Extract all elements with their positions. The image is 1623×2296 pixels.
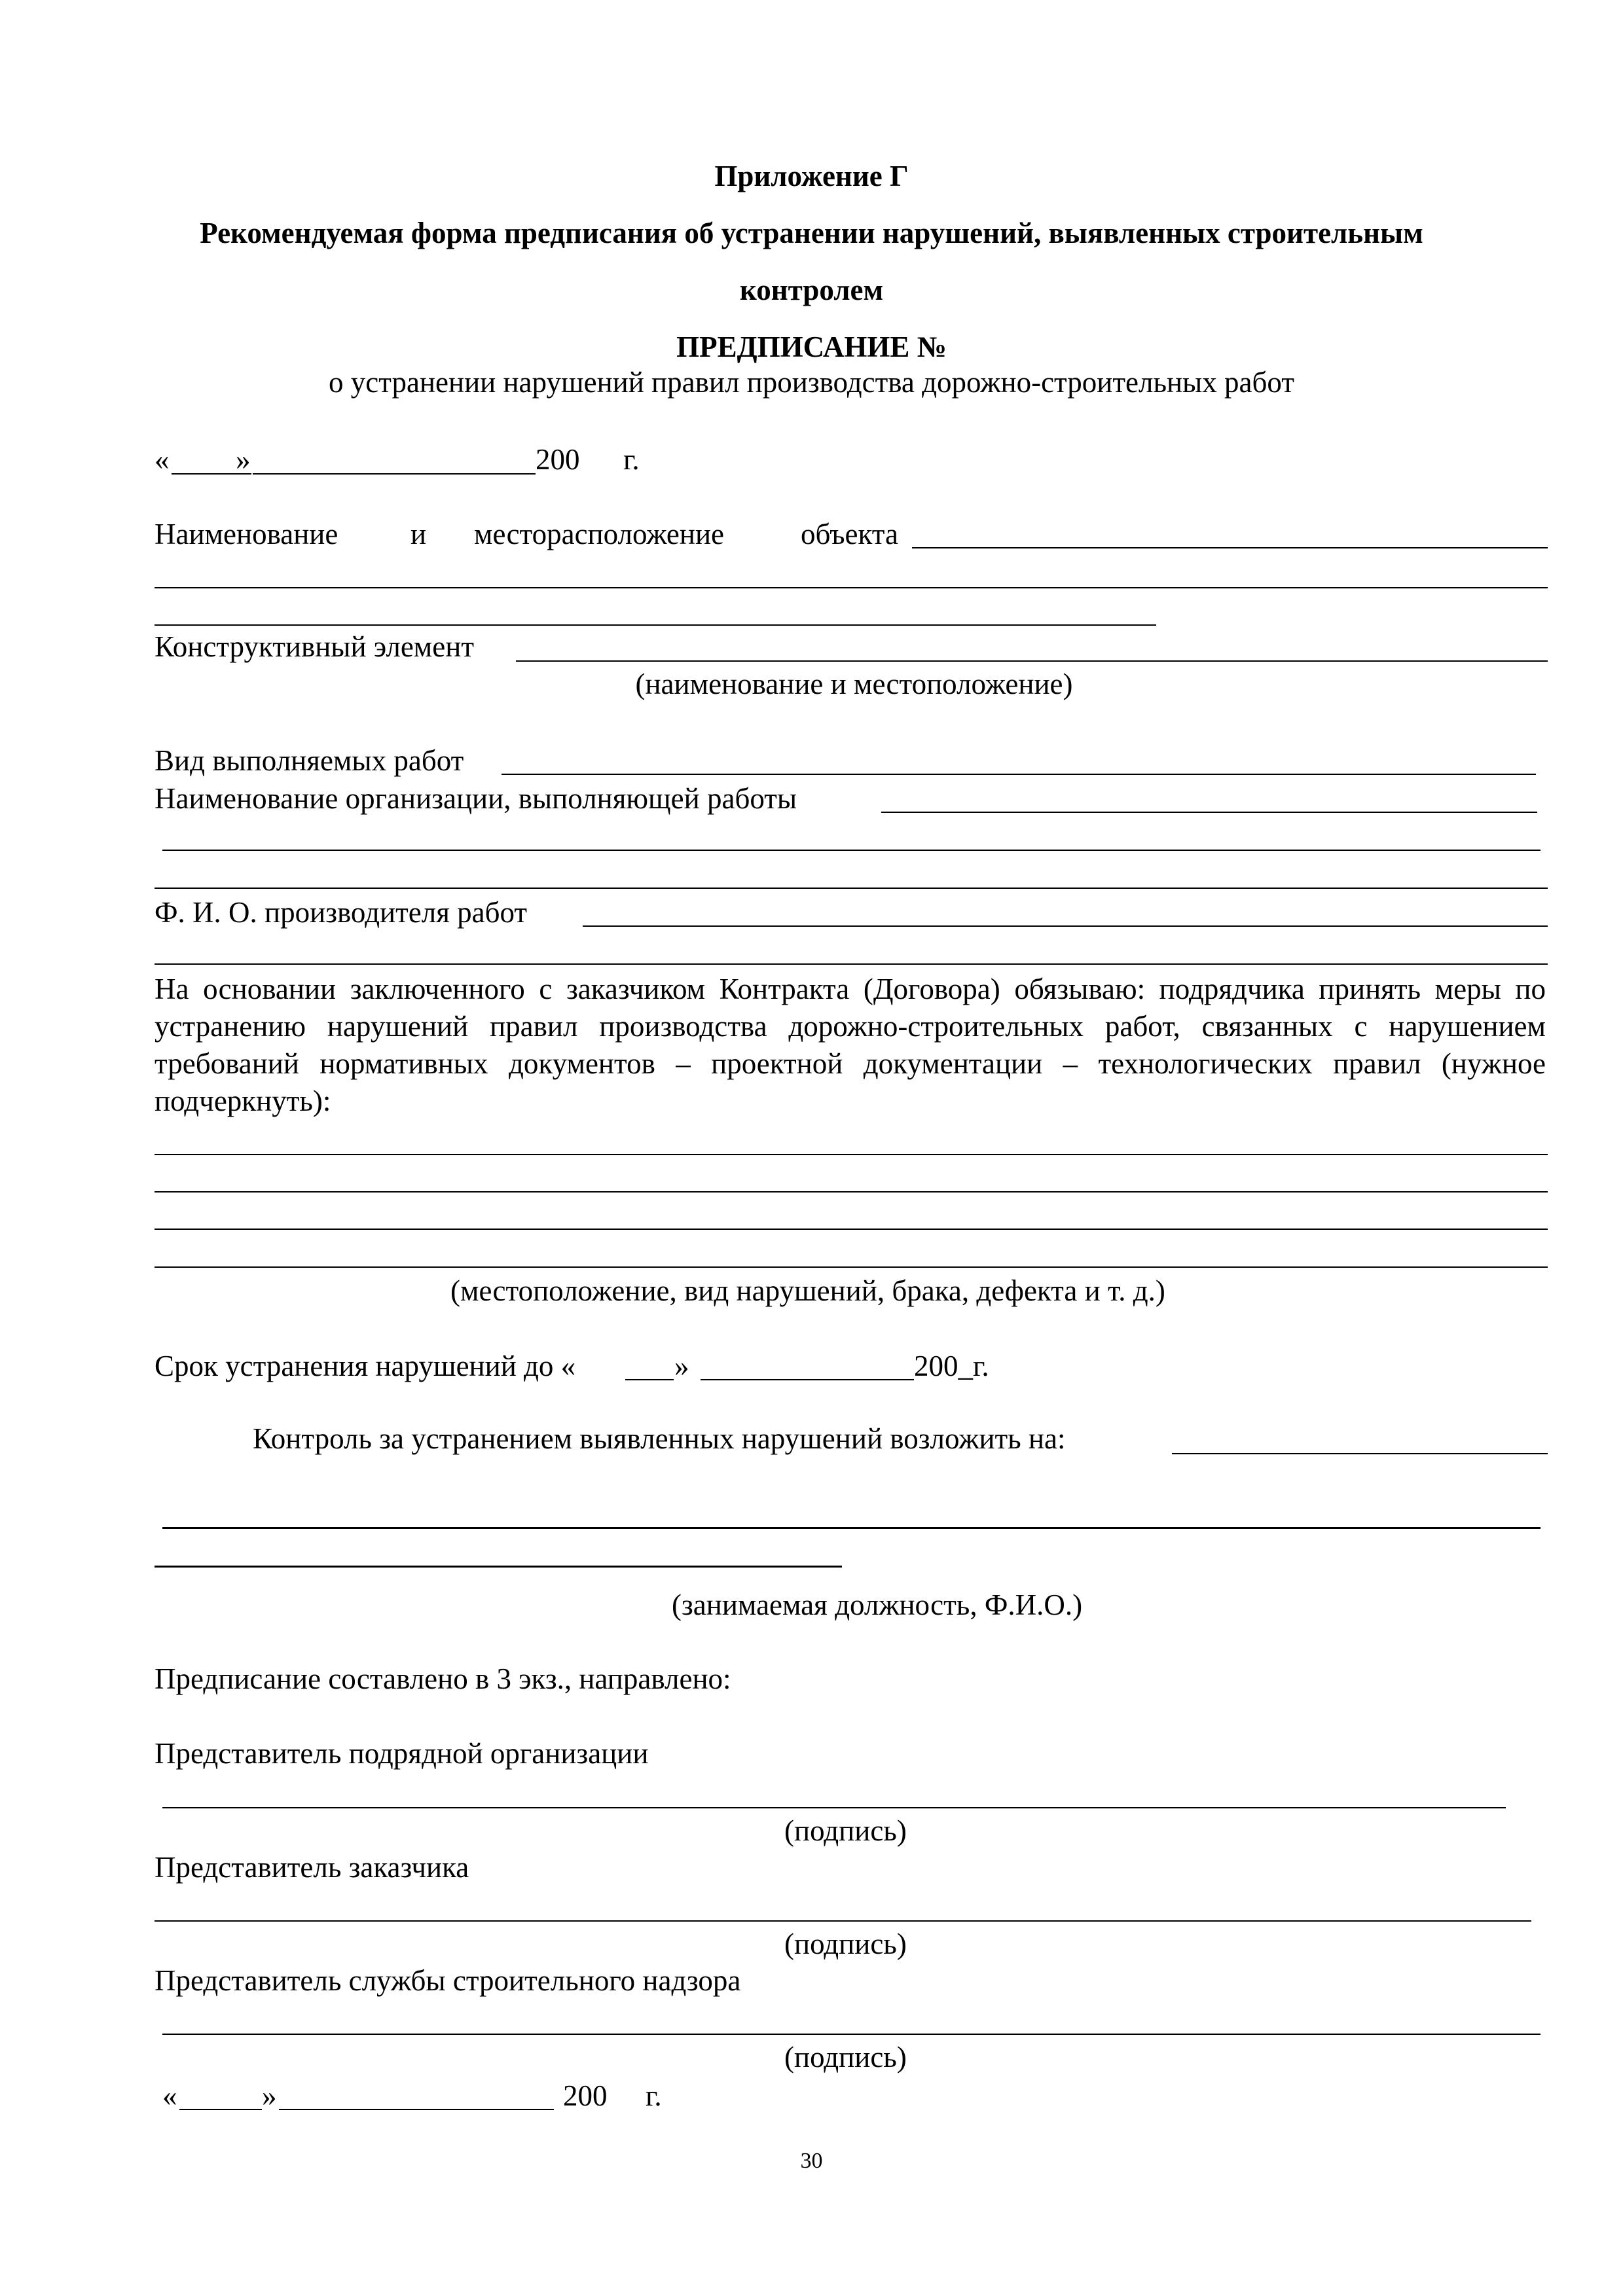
control-field-line3[interactable]	[155, 1566, 842, 1568]
deadline-month-field[interactable]	[701, 1379, 914, 1380]
form-title-line2: контролем	[739, 274, 884, 306]
date-bottom-year-suffix: г.	[646, 2079, 662, 2112]
page-number: 30	[800, 2149, 823, 2173]
signature-contractor-field[interactable]	[162, 1807, 1506, 1808]
date-month-field[interactable]	[253, 473, 536, 475]
organization-field-line1[interactable]	[881, 812, 1537, 813]
control-hint: (занимаемая должность, Ф.И.О.)	[672, 1588, 1083, 1621]
violations-line2[interactable]	[155, 1191, 1548, 1193]
signature-customer-role: Представитель заказчика	[155, 1851, 469, 1884]
date-close-quote: »	[236, 443, 251, 476]
foreman-field-line2[interactable]	[155, 963, 1548, 965]
element-field[interactable]	[516, 660, 1548, 662]
organization-label: Наименование организации, выполняющей работы	[155, 782, 797, 815]
object-label-word3: месторасположение	[474, 518, 724, 550]
object-field-line1[interactable]	[912, 547, 1548, 548]
basis-paragraph: На основании заключенного с заказчиком Контракта (Договора) обязываю: подрядчика принять меры по устранению нарушений правил производства дорожно-строительных работ, связанных с нарушением требований нормативных документов – проектной документации – технологических правил (нужное подчеркнуть):	[155, 973, 1546, 1117]
object-label-word4: объекта	[801, 518, 898, 550]
deadline-close-quote: »	[674, 1350, 689, 1382]
object-field-line3[interactable]	[155, 624, 1156, 626]
date-open-quote: «	[155, 443, 170, 476]
organization-field-line3[interactable]	[155, 888, 1548, 889]
foreman-field-line1[interactable]	[583, 925, 1548, 927]
date-bottom-month-field[interactable]	[279, 2109, 554, 2110]
date-year: 200	[536, 443, 580, 476]
object-field-line2[interactable]	[155, 587, 1548, 588]
signature-supervision-role: Представитель службы строительного надзора	[155, 1964, 741, 1997]
document-title: ПРЕДПИСАНИЕ №	[676, 331, 947, 363]
deadline-day-field[interactable]	[625, 1379, 674, 1380]
organization-field-line2[interactable]	[162, 850, 1541, 851]
deadline-year: 200_г.	[914, 1350, 989, 1382]
signature-supervision-hint: (подпись)	[784, 2041, 907, 2073]
date-year-suffix: г.	[623, 443, 640, 476]
violations-line4[interactable]	[155, 1266, 1548, 1268]
violations-hint: (местоположение, вид нарушений, брака, дефекта и т. д.)	[450, 1274, 1165, 1307]
violations-line3[interactable]	[155, 1229, 1548, 1230]
element-hint: (наименование и местоположение)	[635, 668, 1073, 700]
signature-customer-field[interactable]	[155, 1920, 1531, 1922]
copies-label: Предписание составлено в 3 экз., направлено:	[155, 1662, 731, 1695]
deadline-label: Срок устранения нарушений до «	[155, 1350, 576, 1382]
document-subtitle: о устранении нарушений правил производства дорожно-строительных работ	[329, 366, 1294, 399]
date-bottom-open-quote: «	[162, 2079, 177, 2112]
object-label-word1: Наименование	[155, 518, 338, 550]
violations-line1[interactable]	[155, 1154, 1548, 1155]
date-bottom-year: 200	[563, 2079, 608, 2112]
foreman-label: Ф. И. О. производителя работ	[155, 896, 528, 929]
element-label: Конструктивный элемент	[155, 630, 474, 663]
date-bottom-day-field[interactable]	[179, 2109, 262, 2110]
form-title-line1: Рекомендуемая форма предписания об устранении нарушений, выявленных строительным	[200, 217, 1423, 249]
signature-supervision-field[interactable]	[162, 2034, 1541, 2035]
signature-contractor-hint: (подпись)	[784, 1814, 907, 1847]
date-bottom-close-quote: »	[262, 2079, 277, 2112]
control-field-line2[interactable]	[162, 1527, 1541, 1529]
work-type-label: Вид выполняемых работ	[155, 744, 464, 777]
appendix-label: Приложение Г	[714, 160, 909, 192]
control-field-line1[interactable]	[1172, 1453, 1548, 1454]
signature-customer-hint: (подпись)	[784, 1928, 907, 1960]
object-label-word2: и	[410, 518, 427, 550]
work-type-field[interactable]	[501, 774, 1536, 775]
control-label: Контроль за устранением выявленных нарушений возложить на:	[253, 1422, 1066, 1455]
signature-contractor-role: Представитель подрядной организации	[155, 1737, 649, 1770]
